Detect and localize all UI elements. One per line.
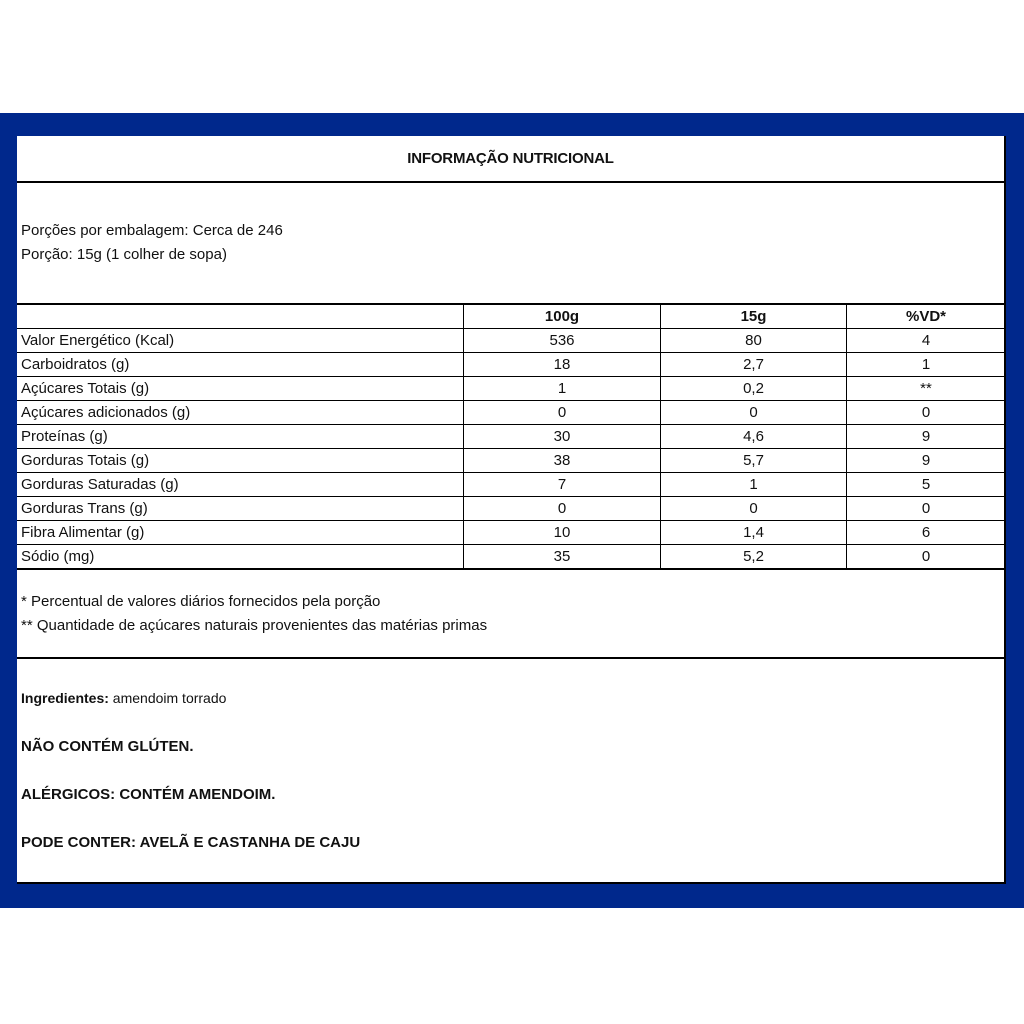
allergen-statement: ALÉRGICOS: CONTÉM AMENDOIM. [21, 786, 276, 803]
header-15g: 15g [661, 305, 847, 329]
value-100g: 0 [464, 497, 661, 521]
ingredients-value: amendoim torrado [108, 690, 227, 706]
table-row [17, 329, 1005, 353]
nutrient-name: Carboidratos (g) [17, 353, 464, 377]
value-vd: 4 [847, 329, 1006, 353]
value-100g: 38 [464, 449, 661, 473]
nutrient-name: Valor Energético (Kcal) [17, 329, 464, 353]
nutrient-name: Açúcares adicionados (g) [17, 401, 464, 425]
label-title: INFORMAÇÃO NUTRICIONAL [17, 136, 1004, 183]
value-15g: 1,4 [661, 521, 847, 545]
nutrient-name: Gorduras Totais (g) [17, 449, 464, 473]
value-vd: 0 [847, 497, 1006, 521]
value-vd: 0 [847, 401, 1006, 425]
value-100g: 536 [464, 329, 661, 353]
header-vd: %VD* [847, 305, 1006, 329]
value-15g: 5,7 [661, 449, 847, 473]
value-100g: 7 [464, 473, 661, 497]
value-100g: 0 [464, 401, 661, 425]
nutrient-name: Gorduras Saturadas (g) [17, 473, 464, 497]
value-100g: 35 [464, 545, 661, 570]
value-vd: 0 [847, 545, 1006, 570]
ingredients-label: Ingredientes: [21, 690, 109, 706]
value-100g: 10 [464, 521, 661, 545]
table-row [17, 521, 1005, 545]
table-row [17, 425, 1005, 449]
value-15g: 5,2 [661, 545, 847, 570]
value-vd: 5 [847, 473, 1006, 497]
header-nutrient [17, 305, 464, 329]
value-15g: 80 [661, 329, 847, 353]
table-row [17, 449, 1005, 473]
nutrient-name: Açúcares Totais (g) [17, 377, 464, 401]
footnotes [17, 569, 1004, 659]
ingredients-line [21, 690, 226, 706]
value-vd: 9 [847, 449, 1006, 473]
nutrient-name: Sódio (mg) [17, 545, 464, 570]
value-15g: 0 [661, 401, 847, 425]
table-row [17, 545, 1005, 570]
value-15g: 4,6 [661, 425, 847, 449]
footnote-vd: * Percentual de valores diários fornecidos pela porção [21, 593, 381, 610]
value-vd: 1 [847, 353, 1006, 377]
table-row [17, 401, 1005, 425]
value-15g: 2,7 [661, 353, 847, 377]
value-100g: 18 [464, 353, 661, 377]
nutrient-name: Fibra Alimentar (g) [17, 521, 464, 545]
servings-section [17, 183, 1004, 305]
value-100g: 30 [464, 425, 661, 449]
table-row [17, 353, 1005, 377]
nutrient-name: Gorduras Trans (g) [17, 497, 464, 521]
table-row [17, 497, 1005, 521]
value-15g: 1 [661, 473, 847, 497]
value-15g: 0 [661, 497, 847, 521]
value-vd: 6 [847, 521, 1006, 545]
value-vd: 9 [847, 425, 1006, 449]
table-row [17, 473, 1005, 497]
table-header-row [17, 305, 1005, 329]
table-row [17, 377, 1005, 401]
header-100g: 100g [464, 305, 661, 329]
nutrient-name: Proteínas (g) [17, 425, 464, 449]
value-100g: 1 [464, 377, 661, 401]
nutrition-table [17, 305, 1005, 570]
value-15g: 0,2 [661, 377, 847, 401]
portion-size: Porção: 15g (1 colher de sopa) [21, 246, 227, 263]
may-contain-statement: PODE CONTER: AVELÃ E CASTANHA DE CAJU [21, 834, 361, 851]
ingredients-section [17, 659, 1004, 882]
nutrition-label [17, 136, 1006, 884]
footnote-sugars: ** Quantidade de açúcares naturais provenientes das matérias primas [21, 617, 488, 634]
servings-per-package: Porções por embalagem: Cerca de 246 [21, 222, 283, 239]
gluten-statement: NÃO CONTÉM GLÚTEN. [21, 738, 194, 755]
value-vd: ** [847, 377, 1006, 401]
